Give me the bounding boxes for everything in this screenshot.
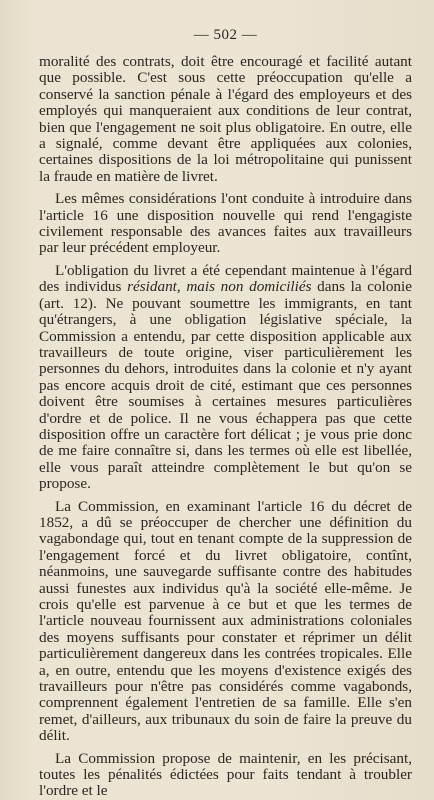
page-number: — 502 — <box>193 27 258 43</box>
paragraph <box>39 499 412 745</box>
italic-phrase: résidant, mais non domiciliés <box>127 278 312 296</box>
paragraph <box>39 54 412 185</box>
paragraph <box>39 263 412 493</box>
text-segment: L'obligation du livret a été cependant maintenue à l'égard des individus <box>39 261 412 296</box>
text-segment: Les mêmes considérations l'ont conduite à introduire dans l'article 16 une disposition nouvelle qui rend l'engagiste civilement responsable des avances faites aux travailleurs par leur précédent employeur. <box>39 190 412 257</box>
paragraph <box>39 751 412 800</box>
paragraph <box>39 191 412 257</box>
text-segment: moralité des contrats, doit être encouragé et facilité autant que possible. C'est sous cette préoccupation qu'elle a conservé la sanction pénale à l'égard des employeurs et des employés qui manqueraient aux conditions de leur contrat, bien que l'engagement ne soit plus obligatoire. En outre, elle a signalé, comme devant être appliquées aux colonies, certaines dispositions de la loi métropolitaine qui punissent la fraude en matière de livret. <box>39 53 412 185</box>
text-segment: La Commission propose de maintenir, en les précisant, toutes les pénalités édictées pour faits tendant à troubler l'ordre et le <box>39 749 412 800</box>
body-text <box>39 54 412 800</box>
text-segment: dans la colonie (art. 12). Ne pouvant soumettre les immigrants, en tant qu'étrangers, à une obligation législative spéciale, la Commission a entendu, par cette disposition applicable aux travailleurs de toute origine, viser particulièrement les personnes du dehors, introduites dans la colonie et n'y ayant pas encore acquis droit de cité, estimant que ces personnes doivent être soumises à certaines mesures particulières d'ordre et de police. Il ne vous échappera pas que cette disposition offre un caractère fort délicat ; je vous prie donc de me faire connaître si, dans les termes où elle est libellée, elle vous paraît atteindre complètement le but qu'on se propose. <box>39 278 412 493</box>
text-segment: La Commission, en examinant l'article 16 du décret de 1852, a dû se préoccuper de chercher une définition du vagabondage qui, tout en tenant compte de la suppression de l'engagement forcé et du livret obligatoire, contînt, néanmoins, une sauvegarde suffisante contre des habitudes aussi funestes aux individus qu'à la société elle-même. Je crois qu'elle est parvenue à ce but et que les termes de l'article nouveau fournissent aux administrations coloniales des moyens suffisants pour constater et réprimer un délit particulièrement dangereux dans les contrées tropicales. Elle a, en outre, entendu que les moyens d'existence exigés des travailleurs pour n'être pas considérés comme vagabonds, comprennent également l'entretien de sa famille. Elle s'en remet, d'ailleurs, aux tribunaux du soin de faire la preuve du délit. <box>39 497 412 745</box>
